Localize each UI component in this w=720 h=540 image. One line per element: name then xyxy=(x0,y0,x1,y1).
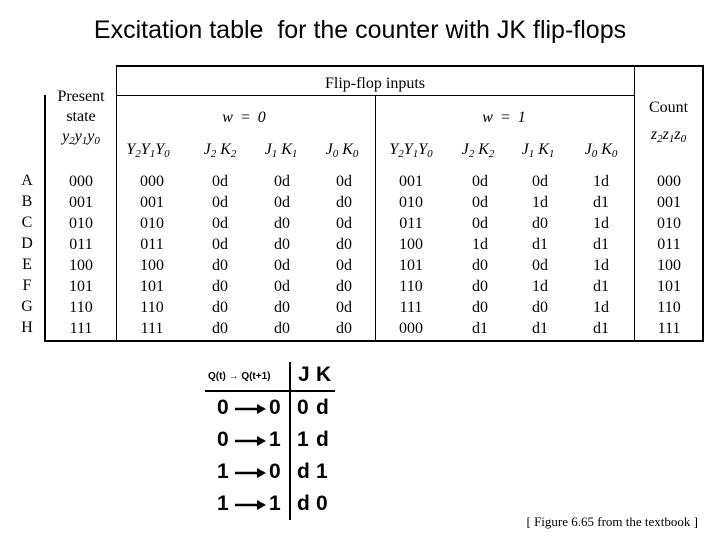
w1-j0k0-column xyxy=(575,171,627,339)
table-cell: 0d xyxy=(472,173,488,190)
table-cell: 010 xyxy=(140,215,164,232)
table-cell: d0 xyxy=(336,278,352,295)
table-cell: 010 xyxy=(69,215,93,232)
table-cell: 1d xyxy=(593,173,609,190)
table-cell: 0d xyxy=(212,173,228,190)
table-cell: 0d xyxy=(336,173,352,190)
jk-to: 0 xyxy=(269,460,281,483)
row-label: F xyxy=(22,277,32,294)
jk-from: 1 xyxy=(217,492,229,515)
table-cell: 0d xyxy=(274,194,290,211)
flip-flop-inputs-header: Flip-flop inputs xyxy=(324,75,425,92)
w0-j2k2-header: $J_2$ $K_2$ xyxy=(203,141,237,160)
w1-j1k1-header: $J_1$ $K_1$ xyxy=(521,141,555,160)
jk-k-value: d xyxy=(316,396,329,419)
table-cell: 0d xyxy=(336,257,352,274)
jk-from: 0 xyxy=(217,396,229,419)
table-cell: 111 xyxy=(140,320,164,337)
table-cell: d1 xyxy=(593,278,609,295)
count-column xyxy=(638,171,700,339)
table-cell: 0d xyxy=(274,257,290,274)
table-cell: 100 xyxy=(399,236,423,253)
w-divider xyxy=(375,95,376,342)
table-cell: 1d xyxy=(532,194,548,211)
row-label: A xyxy=(21,172,33,189)
row-label: D xyxy=(21,235,33,252)
present-state-vars: $y_2y_1y_0$ xyxy=(62,128,100,147)
table-cell: 010 xyxy=(657,215,681,232)
jk-k-value: 1 xyxy=(316,460,328,483)
table-cell: 001 xyxy=(657,194,681,211)
right-arrow-icon xyxy=(235,498,267,512)
present-state-divider xyxy=(116,65,117,342)
table-cell: 0d xyxy=(274,278,290,295)
table-cell: 0d xyxy=(532,257,548,274)
w1-j0k0-header: $J_0$ $K_0$ xyxy=(584,141,618,160)
w0-j0k0-header: $J_0$ $K_0$ xyxy=(325,141,359,160)
table-cell: 101 xyxy=(69,278,93,295)
table-cell: 000 xyxy=(69,173,93,190)
table-cell: d1 xyxy=(593,194,609,211)
count-label: Count xyxy=(648,99,689,116)
table-cell: d0 xyxy=(274,320,290,337)
table-cell: d0 xyxy=(336,320,352,337)
table-cell: 011 xyxy=(657,236,681,253)
present-state-label-1: Present xyxy=(57,88,105,105)
table-cell: 110 xyxy=(140,299,164,316)
w0-j1k1-column xyxy=(256,171,308,339)
w1-header: w = 1 xyxy=(482,109,526,126)
table-cell: 011 xyxy=(399,215,423,232)
j-header: J xyxy=(298,363,310,386)
jk-j-value: 1 xyxy=(297,428,309,451)
table-cell: d1 xyxy=(532,236,548,253)
table-cell: 101 xyxy=(657,278,681,295)
table-cell: 1d xyxy=(593,257,609,274)
jk-k-value: d xyxy=(316,428,329,451)
table-cell: d0 xyxy=(212,278,228,295)
table-cell: 1d xyxy=(532,278,548,295)
table-cell: 000 xyxy=(657,173,681,190)
table-cell: d0 xyxy=(274,299,290,316)
table-cell: 001 xyxy=(140,194,164,211)
row-label: B xyxy=(21,193,33,210)
table-cell: 100 xyxy=(69,257,93,274)
w1-j2k2-column xyxy=(454,171,506,339)
row-label: C xyxy=(21,214,33,231)
right-arrow-icon xyxy=(235,434,267,448)
table-cell: 1d xyxy=(472,236,488,253)
w0-header: w = 0 xyxy=(222,109,266,126)
jk-j-value: d xyxy=(297,492,310,515)
jk-j-value: 0 xyxy=(297,396,309,419)
table-border-bottom xyxy=(44,340,704,342)
table-cell: d1 xyxy=(532,320,548,337)
w0-j2k2-column xyxy=(194,171,246,339)
table-cell: 000 xyxy=(140,173,164,190)
table-cell: 011 xyxy=(140,236,164,253)
table-cell: 111 xyxy=(399,299,423,316)
w1-next-state-column xyxy=(381,171,441,339)
table-cell: d0 xyxy=(472,299,488,316)
w0-next-state-header: $Y_2Y_1Y_0$ xyxy=(126,141,170,160)
table-cell: 011 xyxy=(69,236,93,253)
row-label: G xyxy=(21,298,33,315)
table-cell: 0d xyxy=(532,173,548,190)
table-cell: d0 xyxy=(212,257,228,274)
table-cell: d0 xyxy=(532,299,548,316)
table-cell: 0d xyxy=(274,173,290,190)
w0-j1k1-header: $J_1$ $K_1$ xyxy=(264,141,298,160)
right-arrow-icon xyxy=(235,402,267,416)
table-cell: 100 xyxy=(657,257,681,274)
jk-from: 0 xyxy=(217,428,229,451)
excitation-table xyxy=(44,65,704,342)
table-cell: 001 xyxy=(399,173,423,190)
table-cell: 0d xyxy=(212,215,228,232)
table-cell: 101 xyxy=(140,278,164,295)
table-border-right xyxy=(702,65,704,342)
table-cell: 111 xyxy=(657,320,681,337)
table-cell: 0d xyxy=(472,215,488,232)
table-cell: d0 xyxy=(274,236,290,253)
table-cell: 0d xyxy=(472,194,488,211)
table-cell: 001 xyxy=(69,194,93,211)
table-cell: d0 xyxy=(212,320,228,337)
table-cell: 010 xyxy=(399,194,423,211)
w1-next-state-header: $Y_2Y_1Y_0$ xyxy=(389,141,433,160)
slide-title: Excitation table for the counter with JK flip-flops xyxy=(93,16,627,44)
w0-next-state-column xyxy=(122,171,182,339)
table-cell: 0d xyxy=(212,236,228,253)
table-cell: d0 xyxy=(274,215,290,232)
table-cell: 0d xyxy=(336,299,352,316)
table-cell: d0 xyxy=(532,215,548,232)
table-cell: 110 xyxy=(399,278,423,295)
jk-to: 1 xyxy=(269,492,281,515)
table-cell: d0 xyxy=(472,257,488,274)
table-cell: 0d xyxy=(336,215,352,232)
present-state-header xyxy=(46,87,116,151)
table-cell: 000 xyxy=(399,320,423,337)
jk-excitation-table xyxy=(205,360,355,525)
table-cell: 110 xyxy=(69,299,93,316)
figure-caption: [ Figure 6.65 from the textbook ] xyxy=(526,514,698,529)
table-cell: 110 xyxy=(657,299,681,316)
w0-j0k0-column xyxy=(318,171,370,339)
table-cell: 1d xyxy=(593,299,609,316)
jk-header-divider xyxy=(205,390,335,392)
table-cell: d0 xyxy=(472,278,488,295)
table-cell: 0d xyxy=(212,194,228,211)
jk-from: 1 xyxy=(217,460,229,483)
table-cell: d1 xyxy=(593,320,609,337)
present-state-column xyxy=(46,171,116,339)
transition-header: Q(t) → Q(t+1) xyxy=(208,371,271,382)
row-labels xyxy=(14,170,40,338)
jk-j-value: d xyxy=(297,460,310,483)
table-border-top xyxy=(116,65,704,67)
table-cell: 111 xyxy=(69,320,93,337)
table-cell: d0 xyxy=(336,236,352,253)
count-header xyxy=(635,99,702,145)
table-cell: d0 xyxy=(336,194,352,211)
k-header: K xyxy=(316,363,332,386)
count-vars: $z_2z_1z_0$ xyxy=(650,126,687,145)
w1-j2k2-header: $J_2$ $K_2$ xyxy=(461,141,495,160)
table-cell: 1d xyxy=(593,215,609,232)
table-cell: d1 xyxy=(593,236,609,253)
jk-to: 1 xyxy=(269,428,281,451)
row-label: H xyxy=(21,319,33,336)
table-cell: 101 xyxy=(399,257,423,274)
jk-to: 0 xyxy=(269,396,281,419)
jk-column-divider xyxy=(289,362,291,520)
row-label: E xyxy=(22,256,32,273)
right-arrow-icon xyxy=(235,466,267,480)
present-state-label-2: state xyxy=(66,108,96,125)
table-cell: 100 xyxy=(140,257,164,274)
jk-k-value: 0 xyxy=(316,492,328,515)
table-cell: d1 xyxy=(472,320,488,337)
table-cell: d0 xyxy=(212,299,228,316)
w1-j1k1-column xyxy=(514,171,566,339)
